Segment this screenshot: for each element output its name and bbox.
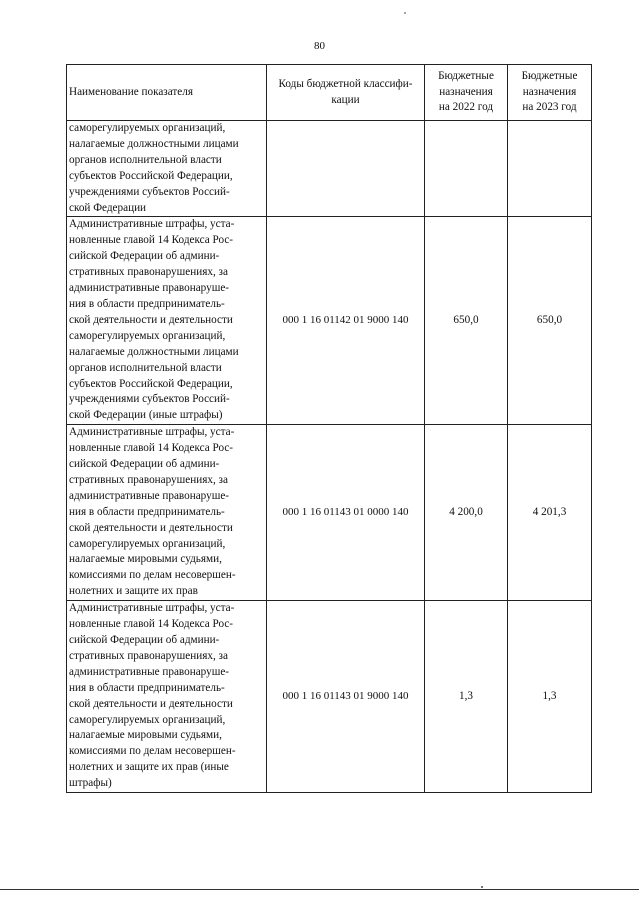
indicator-name-line: учреждениями субъектов Россий- xyxy=(69,185,230,198)
header-name: Наименование показателя xyxy=(67,65,267,121)
indicator-name-line: Административные штрафы, уста- xyxy=(69,602,235,615)
indicator-name-line: учреждениями субъектов Россий- xyxy=(69,393,230,406)
indicator-name-line: комиссиями по делам несовершен- xyxy=(69,745,236,758)
indicator-name-line: саморегулируемых организаций, xyxy=(69,329,226,342)
indicator-name-line: новленные главой 14 Кодекса Рос- xyxy=(69,442,234,455)
header-2022 xyxy=(425,65,508,121)
indicator-name-line: административные правонаруше- xyxy=(69,282,230,295)
indicator-name-line: административные правонаруше- xyxy=(69,489,230,502)
budget-2023-cell: 4 201,3 xyxy=(508,425,592,601)
indicator-name-line: саморегулируемых организаций, xyxy=(69,537,226,550)
header-code-line: кации xyxy=(331,93,360,106)
header-2022-line: назначения xyxy=(439,85,493,98)
indicator-name-line: налагаемые мировыми судьями, xyxy=(69,553,222,566)
header-2023-line: на 2023 год xyxy=(522,101,577,114)
indicator-name-cell xyxy=(67,121,267,217)
budget-2023-cell: 650,0 xyxy=(508,217,592,425)
indicator-name-cell xyxy=(67,601,267,793)
indicator-name-line: ской Федерации xyxy=(69,201,147,214)
header-code xyxy=(267,65,425,121)
indicator-name-line: стративных правонарушениях, за xyxy=(69,473,228,486)
scan-speck xyxy=(481,886,483,888)
page-number: 80 xyxy=(314,40,325,52)
header-2023-line: Бюджетные xyxy=(521,69,578,82)
indicator-name-line: новленные главой 14 Кодекса Рос- xyxy=(69,234,234,247)
header-2022-line: на 2022 год xyxy=(438,101,494,114)
table-row xyxy=(67,601,592,793)
indicator-name-line: штрафы) xyxy=(69,777,112,790)
indicator-name-line: нолетних и защите их прав xyxy=(69,585,198,598)
budget-2022-cell: 1,3 xyxy=(425,601,508,793)
budget-table xyxy=(66,64,592,793)
indicator-name-cell xyxy=(67,425,267,601)
table-row xyxy=(67,425,592,601)
header-code-line: Коды бюджетной классифи- xyxy=(278,77,413,90)
indicator-name-line: налагаемые должностными лицами xyxy=(69,345,239,358)
budget-2022-cell: 4 200,0 xyxy=(425,425,508,601)
indicator-name-line: налагаемые мировыми судьями, xyxy=(69,729,222,742)
indicator-name-line: ской деятельности и деятельности xyxy=(69,521,233,534)
budget-2022-cell: 650,0 xyxy=(425,217,508,425)
table-body xyxy=(67,121,592,793)
indicator-name-line: органов исполнительной власти xyxy=(69,361,222,374)
scan-speck xyxy=(404,12,406,14)
indicator-name-line: Административные штрафы, уста- xyxy=(69,218,235,231)
budget-code-cell xyxy=(267,121,425,217)
indicator-name-line: сийской Федерации об админи- xyxy=(69,634,220,646)
indicator-name-line: субъектов Российской Федерации, xyxy=(69,377,233,390)
table-row xyxy=(67,217,592,425)
budget-2023-cell: 1,3 xyxy=(508,601,592,793)
indicator-name-line: ния в области предприниматель- xyxy=(69,681,225,694)
indicator-name-cell xyxy=(67,217,267,425)
indicator-name-line: ской деятельности и деятельности xyxy=(69,313,233,326)
indicator-name-line: налагаемые должностными лицами xyxy=(69,137,239,150)
page-bottom-edge xyxy=(0,889,639,890)
budget-code-cell: 000 1 16 01142 01 9000 140 xyxy=(267,217,425,425)
budget-code-cell: 000 1 16 01143 01 9000 140 xyxy=(267,601,425,793)
indicator-name-line: сийской Федерации об админи- xyxy=(69,458,220,471)
indicator-name-line: саморегулируемых организаций, xyxy=(69,713,226,726)
budget-2023-cell xyxy=(508,121,592,217)
table-row xyxy=(67,121,592,217)
indicator-name-line: комиссиями по делам несовершен- xyxy=(69,569,236,582)
indicator-name-line: новленные главой 14 Кодекса Рос- xyxy=(69,618,234,631)
indicator-name-line: стративных правонарушениях, за xyxy=(69,266,228,279)
indicator-name-line: сийской Федерации об админи- xyxy=(69,250,220,263)
indicator-name-line: саморегулируемых организаций, xyxy=(69,122,226,134)
indicator-name-line: ния в области предприниматель- xyxy=(69,297,225,310)
indicator-name-line: нолетних и защите их прав (иные xyxy=(69,761,229,774)
indicator-name-line: стративных правонарушениях, за xyxy=(69,649,228,662)
header-2023-line: назначения xyxy=(522,85,577,98)
budget-2022-cell xyxy=(425,121,508,217)
indicator-name-line: органов исполнительной власти xyxy=(69,153,222,166)
indicator-name-line: Административные штрафы, уста- xyxy=(69,426,235,439)
indicator-name-line: субъектов Российской Федерации, xyxy=(69,169,233,182)
indicator-name-line: ской деятельности и деятельности xyxy=(69,697,233,710)
table-header-row xyxy=(67,65,592,121)
indicator-name-line: административные правонаруше- xyxy=(69,665,230,678)
header-2022-line: Бюджетные xyxy=(438,69,494,82)
budget-code-cell: 000 1 16 01143 01 0000 140 xyxy=(267,425,425,601)
header-2023 xyxy=(508,65,592,121)
indicator-name-line: ской Федерации (иные штрафы) xyxy=(69,409,223,422)
indicator-name-line: ния в области предприниматель- xyxy=(69,505,225,518)
